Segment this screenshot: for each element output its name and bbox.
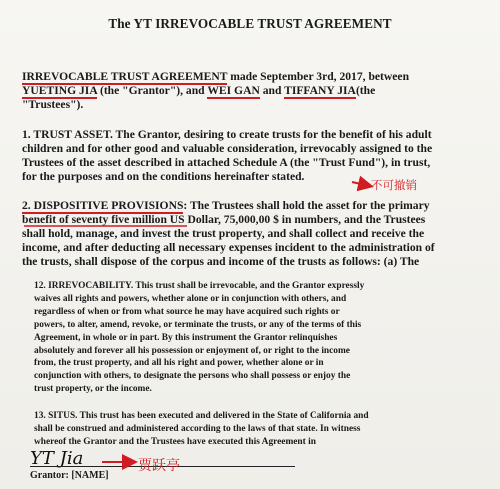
s2-line-2: benefit of seventy five million US Dollar, 75,000,00 $ in numbers, and the Trustees (22, 213, 426, 226)
s1-line-3: Trustees of the asset described in attached Schedule A (the "Trust Fund"), in trust, (22, 156, 431, 169)
intro-end-1: (the (355, 84, 376, 97)
s2-line-4: income, and after deducting all necessary expenses incident to the administration of (22, 241, 435, 254)
intro-end-2: "Trustees"). (22, 98, 84, 111)
s12-line-6: absolutely and forever all his possession or enjoyment of, or right to the income (34, 345, 350, 356)
arrow-irrevocable (352, 182, 370, 186)
agreement-date: made September 3rd, 2017, between (227, 70, 410, 83)
and-text: and (259, 84, 285, 97)
s2-line-3: shall hold, manage, and invest the trust property, and shall collect and receive the (22, 227, 425, 240)
s12-line-7: from, the trust property, and all his right and power, whether alone or in (34, 358, 324, 369)
s1-line-1: 1. TRUST ASSET. The Grantor, desiring to create trusts for the benefit of his adult (22, 128, 432, 141)
s13-line-2: shall be construed and administered according to the laws of that state. In witness (34, 423, 361, 434)
grantor-name: YUETING JIA (22, 84, 98, 97)
s13-line-1: 13. SITUS. This trust has been executed and delivered in the State of California and (34, 411, 369, 421)
s12-line-9: trust property, or the income. (34, 384, 152, 395)
s12-line-2: waives all rights and powers, whether alone or in conjunction with others, and (34, 293, 347, 304)
s12-line-4: powers, to alter, amend, revoke, or terminate the trusts, or any of the terms of this (34, 319, 362, 330)
name-annotation: 贾跃亭 (138, 458, 180, 474)
s12-line-5: Agreement, in whole or in part. By this instrument the Grantor relinquishes (34, 332, 338, 343)
grantor-label: Grantor: [NAME] (30, 470, 109, 481)
s12-line-8: conjunction with others, to designate the persons who shall possess or enjoy the (34, 371, 351, 382)
s12-line-3: regardless of when or from what source he may have acquired such rights or (34, 306, 340, 317)
s12-line-1: 12. IRREVOCABILITY. This trust shall be irrevocable, and the Grantor expressly (34, 281, 365, 291)
trustee-name-2: TIFFANY JIA (284, 84, 356, 97)
grantor-role: (the "Grantor"), and (97, 84, 208, 97)
irrevocable-annotation: 不可撤销 (371, 178, 417, 192)
document-title: The YT IRREVOCABLE TRUST AGREEMENT (108, 16, 392, 31)
dispositive-heading: 2. DISPOSITIVE PROVISIONS (22, 199, 184, 212)
s2-line-5: the trusts, shall dispose of the corpus and income of the trusts as follows: (a) The (22, 255, 420, 268)
s13-line-3: whereof the Grantor and the Trustees have executed this Agreement in (34, 436, 316, 447)
s1-line-4: for the purposes and on the conditions hereinafter stated. (22, 170, 305, 183)
trustee-name-1: WEI GAN (207, 84, 260, 97)
handwritten-signature: YT Jia (30, 448, 84, 469)
s1-line-2: children and for other good and valuable consideration, irrevocably assigned to the (22, 142, 433, 155)
agreement-lead: IRREVOCABLE TRUST AGREEMENT (22, 70, 228, 83)
s2-line-1-rest: : The Trustees shall hold the asset for the primary (183, 199, 430, 212)
